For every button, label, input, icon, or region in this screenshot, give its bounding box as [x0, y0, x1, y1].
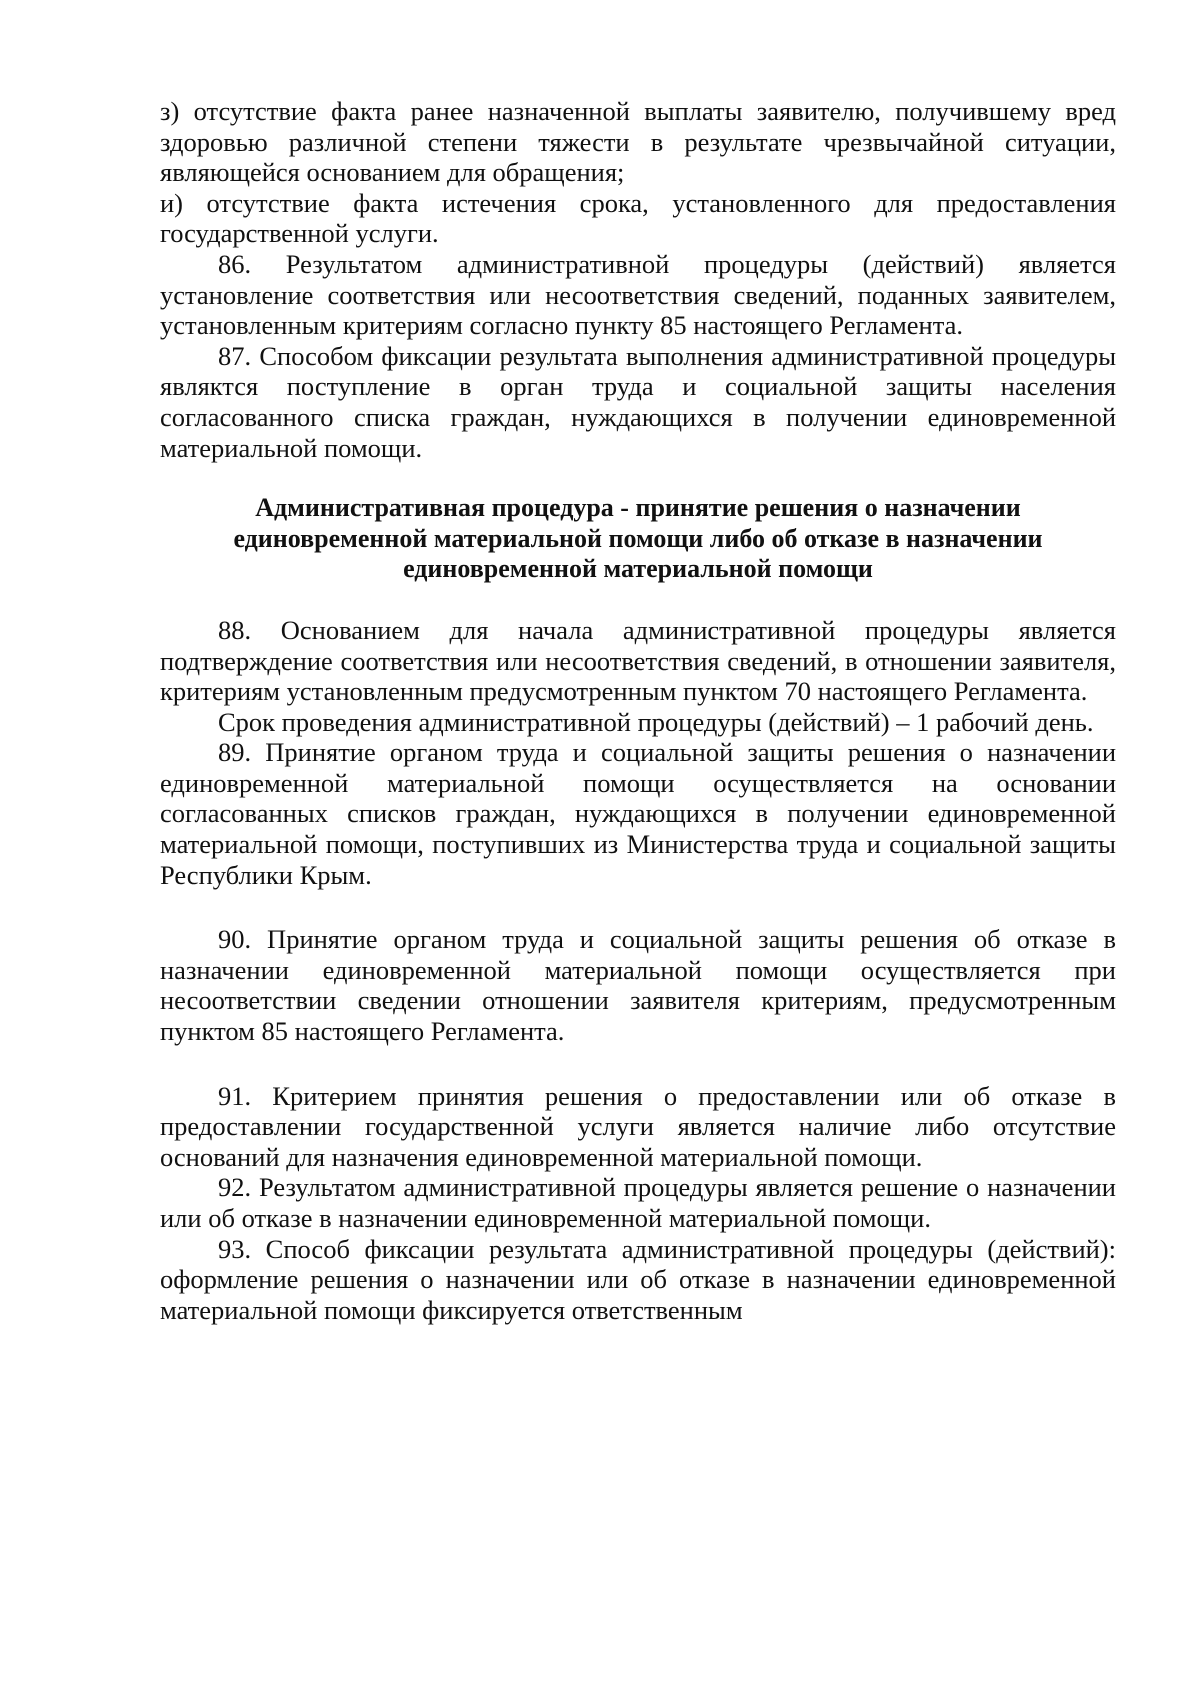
section-heading-line: единовременной материальной помощи либо об отказе в назначении	[233, 523, 1043, 553]
paragraph-89: 89. Принятие органом труда и социальной защиты решения о назначении единовременной материальной помощи осуществляется на основании согласованных списков граждан, нуждающихся в получении единовременной материальной помощи, поступивших из Министерства труда и социальной защиты Республики Крым.	[160, 737, 1116, 890]
spacer	[160, 890, 1116, 924]
paragraph-i: и) отсутствие факта истечения срока, установленного для предоставления государственной услуги.	[160, 187, 1116, 249]
spacer	[160, 585, 1116, 615]
paragraph-88: 88. Основанием для начала административной процедуры является подтверждение соответствия или несоответствия сведений, в отношении заявителя, критериям установленным предусмотренным пунктом 70 настоящего Регламента.	[160, 614, 1116, 707]
paragraph-91: 91. Критерием принятия решения о предоставлении или об отказе в предоставлении государственной услуги является наличие либо отсутствие оснований для назначения единовременной материальной помощи.	[160, 1080, 1116, 1172]
section-heading	[160, 493, 1116, 585]
paragraph-93: 93. Способ фиксации результата административной процедуры (действий): оформление решения о назначении или об отказе в назначении единовременной материальной помощи фиксируется ответственным	[160, 1233, 1116, 1325]
paragraph-87: 87. Способом фиксации результата выполнения административной процедуры являктся поступление в орган труда и социальной защиты населения согласованного списка граждан, нуждающихся в получении единовременной материальной помощи.	[160, 340, 1116, 463]
paragraph-90: 90. Принятие органом труда и социальной защиты решения об отказе в назначении единовременной материальной помощи осуществляется при несоответствии сведении отношении заявителя критериям, предусмотренным пунктом 85 настоящего Регламента.	[160, 924, 1116, 1047]
section-heading-line: Административная процедура - принятие решения о назначении	[255, 493, 1021, 523]
paragraph-deadline: Срок проведения административной процедуры (действий) – 1 рабочий день.	[218, 706, 1094, 737]
section-heading-line: единовременной материальной помощи	[403, 554, 873, 584]
paragraph-92: 92. Результатом административной процедуры является решение о назначении или об отказе в назначении единовременной материальной помощи.	[160, 1172, 1116, 1233]
spacer	[160, 1047, 1116, 1081]
paragraph-86: 86. Результатом административной процедуры (действий) является установление соответствия или несоответствия сведений, поданных заявителем, установленным критериям согласно пункту 85 настоящего Регламента.	[160, 248, 1116, 341]
paragraph-z: з) отсутствие факта ранее назначенной выплаты заявителю, получившему вред здоровью различной степени тяжести в результате чрезвычайной ситуации, являющейся основанием для обращения;	[160, 96, 1116, 188]
spacer	[160, 463, 1116, 493]
